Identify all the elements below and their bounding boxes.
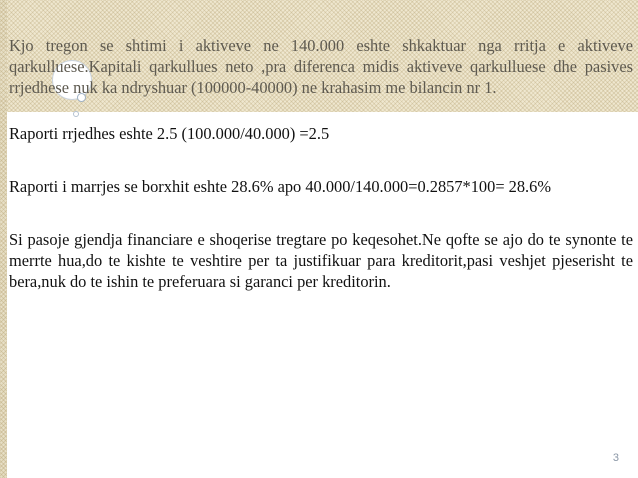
paragraph-debt-ratio: Raporti i marrjes se borxhit eshte 28.6% apo 40.000/140.000=0.2857*100= 28.6% [9, 177, 552, 196]
slide-title: Kjo tregon se shtimi i aktiveve ne 140.000 eshte shkaktuar nga rritja e aktiveve qarkulluese.Kapitali qarkullues neto ,pra diferenca midis aktiveve qarkulluese dhe pasives rrjedhese nuk ka ndryshuar (100000-40000) ne krahasim me bilancin nr 1. [9, 36, 633, 97]
paragraph-current-ratio: Raporti rrjedhes eshte 2.5 (100.000/40.000) =2.5 [9, 124, 330, 143]
page-number: 3 [612, 452, 619, 464]
left-decorative-band [0, 0, 7, 478]
decorative-circle-tiny [73, 111, 79, 117]
paragraph-conclusion: Si pasoje gjendja financiare e shoqerise tregtare po keqesohet.Ne qofte se ajo do te synonte te merrte hua,do te kishte te veshtire per ta justifikuar para kreditorit,pasi veshjet pjeserisht te bera,nuk do te ishin te preferuara si garanci per kreditorin. [9, 230, 633, 291]
